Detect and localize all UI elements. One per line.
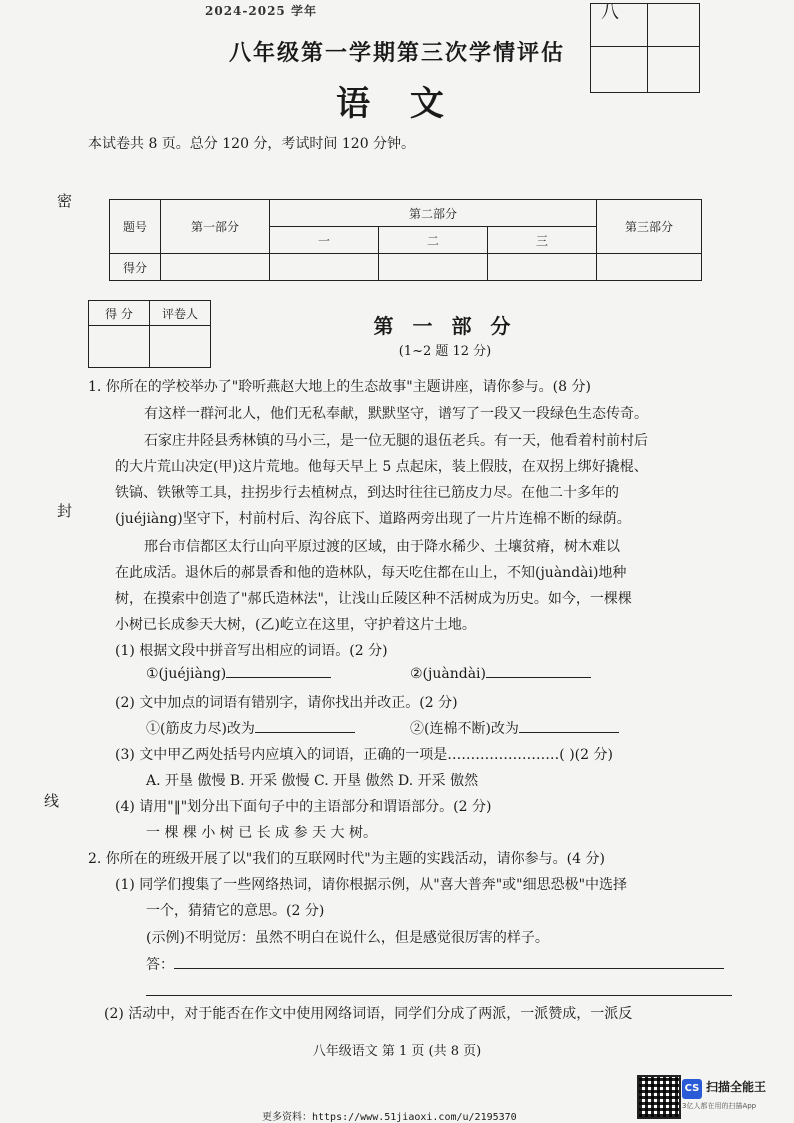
q2-sub2: (2) 活动中，对于能否在作文中使用网络词语，同学们分成了两派，一派赞成，一派反 bbox=[104, 1006, 633, 1022]
score-table-sub-2: 二 bbox=[379, 227, 488, 254]
score-table-sub-3: 三 bbox=[488, 227, 597, 254]
q1-sub4-sentence: 一 棵 棵 小 树 已 长 成 参 天 大 树。 bbox=[146, 825, 377, 841]
seal-mark-mi: 密 bbox=[57, 192, 73, 210]
q1-sub2-b bbox=[410, 718, 619, 738]
score-cell-part3[interactable] bbox=[597, 254, 702, 281]
q1-p3-line-1: 邢台市信都区太行山向平原过渡的区域，由于降水稀少、土壤贫瘠，树木难以 bbox=[144, 539, 620, 555]
q1-sub2-a bbox=[146, 718, 355, 738]
q2-stem: 2. 你所在的班级开展了以"我们的互联网时代"为主题的实践活动，请你参与。(4 分) bbox=[88, 851, 605, 867]
qr-code-icon bbox=[637, 1075, 681, 1119]
q1-sub2-a-label: ①(筋皮力尽)改为 bbox=[146, 721, 255, 737]
camscanner-logo: CS bbox=[682, 1079, 702, 1099]
answer-blank[interactable] bbox=[226, 677, 331, 678]
score-table-sub-1: 一 bbox=[270, 227, 379, 254]
q2-sub1-line-1: (1) 同学们搜集了一些网络热词，请你根据示例，从"喜大普奔"或"细思恐极"中选择 bbox=[115, 877, 628, 893]
page-footer: 八年级语文 第 1 页 (共 8 页) bbox=[312, 1044, 482, 1059]
q1-stem: 1. 你所在的学校举办了"聆听燕赵大地上的生态故事"主题讲座，请你参与。(8 分) bbox=[88, 379, 591, 395]
q1-p2-line-3: 铁镐、铁锹等工具，拄拐步行去植树点，到达时往往已筋皮力尽。在他二十多年的 bbox=[115, 485, 619, 501]
q1-p3-line-4: 小树已长成参天大树，(乙)屹立在这里，守护着这片土地。 bbox=[115, 617, 476, 633]
score-table-label-no: 题号 bbox=[110, 200, 161, 254]
part-subtitle: (1~2 题 12 分) bbox=[398, 344, 492, 359]
grader-name-label: 评卷人 bbox=[150, 301, 211, 326]
grader-score-label: 得 分 bbox=[89, 301, 150, 326]
exam-title: 八年级第一学期第三次学情评估 bbox=[228, 40, 565, 66]
q1-p3-line-2: 在此成活。退休后的郝景香和他的造林队，每天吃住都在山上，不知(juàndài)地种 bbox=[115, 565, 627, 581]
answer-blank[interactable] bbox=[255, 732, 355, 733]
q1-sub2-b-label: ②(连棉不断)改为 bbox=[410, 721, 519, 737]
q1-sub2: (2) 文中加点的词语有错别字，请你找出并改正。(2 分) bbox=[115, 695, 458, 711]
resource-url: 更多资料：https://www.51jiaoxi.com/u/2195370 bbox=[262, 1112, 517, 1123]
answer-line[interactable] bbox=[174, 968, 724, 969]
score-table-part3: 第三部分 bbox=[597, 200, 702, 254]
answer-blank[interactable] bbox=[486, 677, 591, 678]
camscanner-name: 扫描全能王 bbox=[706, 1080, 767, 1094]
score-table bbox=[109, 199, 702, 281]
school-year: 2024-2025 学年 bbox=[205, 4, 317, 18]
q1-sub1: (1) 根据文段中拼音写出相应的词语。(2 分) bbox=[115, 643, 388, 659]
camscanner-tagline: 3亿人都在用的扫描App bbox=[682, 1102, 757, 1110]
corner-mark: 八 bbox=[601, 2, 619, 23]
q1-p2-line-4: (juéjiàng)坚守下，村前村后、沟谷底下、道路两旁出现了一片片连棉不断的绿荫。 bbox=[115, 511, 631, 527]
q1-sub1-b bbox=[410, 666, 591, 682]
q1-p2-line-2: 的大片荒山决定(甲)这片荒地。他每天早上 5 点起床，装上假肢，在双拐上绑好撬棍、 bbox=[115, 459, 648, 475]
subject-title: 语 文 bbox=[336, 84, 458, 124]
q1-sub3: (3) 文中甲乙两处括号内应填入的词语，正确的一项是……………………( )(2 分) bbox=[115, 747, 613, 763]
q1-p3-line-3: 树，在摸索中创造了"郝氏造林法"，让浅山丘陵区种不活树成为历史。如今，一棵棵 bbox=[115, 591, 632, 607]
q2-answer-label: 答： bbox=[146, 957, 174, 973]
q1-sub1-b-label: ②(juàndài) bbox=[410, 666, 486, 682]
seal-mark-xian: 线 bbox=[44, 792, 60, 810]
q2-sub1-line-2: 一个，猜猜它的意思。(2 分) bbox=[146, 903, 325, 919]
part-title: 第 一 部 分 bbox=[373, 314, 517, 338]
score-cell-sub-1[interactable] bbox=[270, 254, 379, 281]
score-cell-sub-2[interactable] bbox=[379, 254, 488, 281]
answer-blank[interactable] bbox=[519, 732, 619, 733]
q1-sub1-a bbox=[146, 666, 331, 682]
seal-mark-feng: 封 bbox=[57, 502, 73, 520]
q2-answer bbox=[146, 954, 724, 974]
q1-paragraph-1: 有这样一群河北人，他们无私奉献，默默坚守，谱写了一段又一段绿色生态传奇。 bbox=[144, 406, 648, 422]
q1-p2-line-1: 石家庄井陉县秀林镇的马小三，是一位无腿的退伍老兵。有一天，他看着村前村后 bbox=[144, 433, 648, 449]
q1-sub4: (4) 请用"‖"划分出下面句子中的主语部分和谓语部分。(2 分) bbox=[115, 799, 492, 815]
score-table-part2: 第二部分 bbox=[270, 200, 597, 227]
exam-intro: 本试卷共 8 页。总分 120 分，考试时间 120 分钟。 bbox=[88, 136, 416, 152]
score-cell-sub-3[interactable] bbox=[488, 254, 597, 281]
score-table-part1: 第一部分 bbox=[161, 200, 270, 254]
answer-line-2[interactable] bbox=[146, 995, 732, 996]
q1-sub3-options: A. 开垦 傲慢 B. 开采 傲慢 C. 开垦 傲然 D. 开采 傲然 bbox=[146, 773, 479, 789]
score-cell-part1[interactable] bbox=[161, 254, 270, 281]
q2-example: (示例)不明觉厉：虽然不明白在说什么，但是感觉很厉害的样子。 bbox=[146, 930, 549, 946]
q1-sub1-a-label: ①(juéjiàng) bbox=[146, 666, 227, 682]
score-table-label-score: 得分 bbox=[110, 254, 161, 281]
